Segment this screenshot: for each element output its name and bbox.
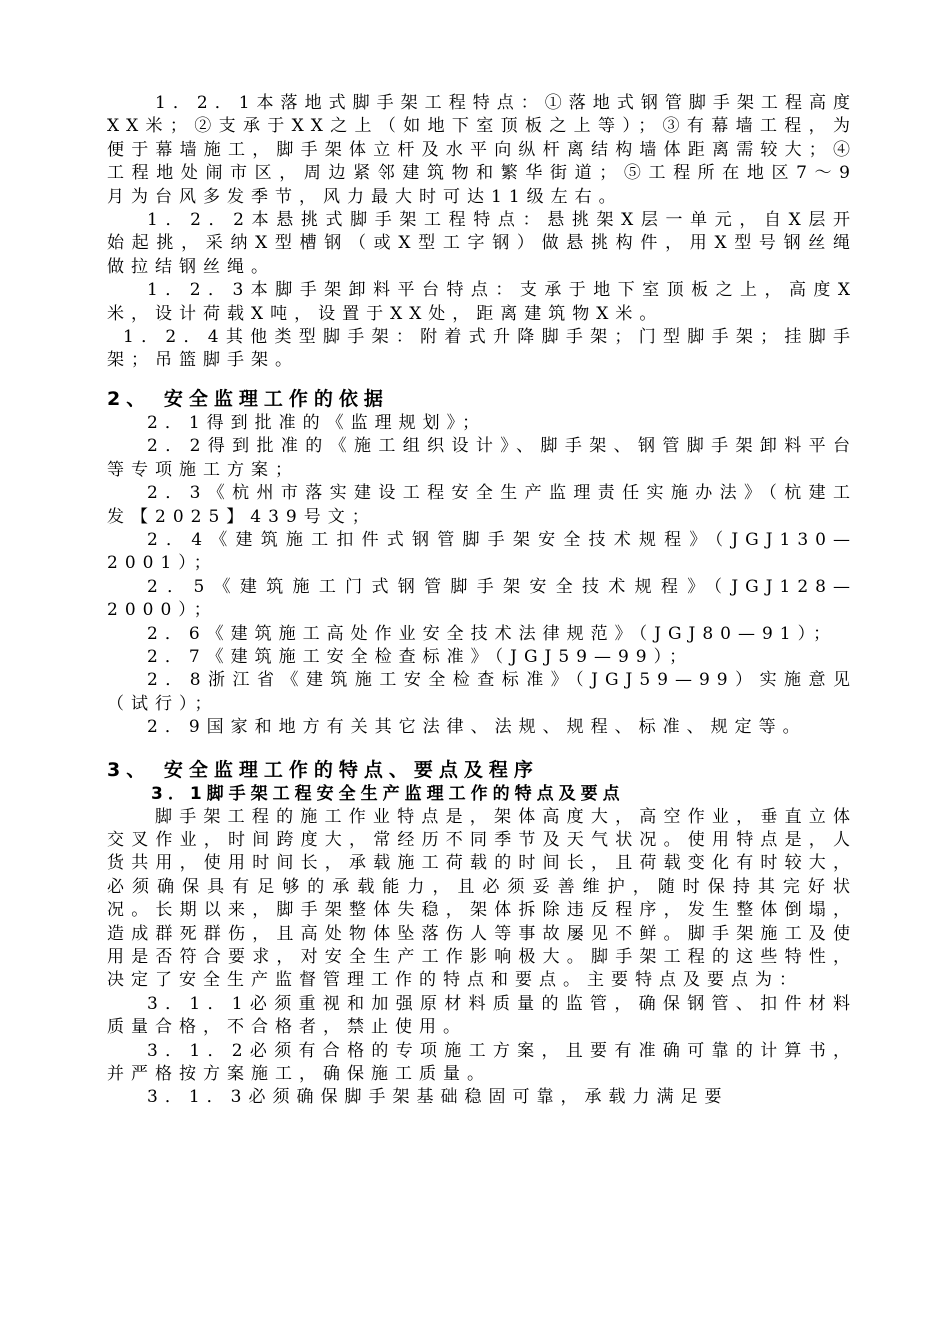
paragraph-1-2-2: 1．2．2本悬挑式脚手架工程特点：悬挑架X层一单元，自X层开始起挑，采纳X型槽钢（或X型工字钢）做悬挑构件，用X型号钢丝绳做拉结钢丝绳。 — [107, 210, 857, 277]
basis-item-2-9: 2．9国家和地方有关其它法律、法规、规程、标准、规定等。 — [147, 717, 807, 738]
paragraph-1-2-4: 1．2．4其他类型脚手架：附着式升降脚手架；门型脚手架；挂脚手架；吊篮脚手架。 — [107, 327, 857, 371]
basis-item-2-5: 2．5《建筑施工门式钢管脚手架安全技术规程》（JGJ128—2000）； — [107, 576, 857, 621]
section-3-heading: 3、 安全监理工作的特点、要点及程序 — [107, 758, 539, 781]
section-3-1-intro: 脚手架工程的施工作业特点是，架体高度大，高空作业，垂直立体交叉作业，时间跨度大，常经历不同季节及天气状况。使用特点是，人货共用，使用时间长，承载施工荷载的时间长，且荷载变化有时较大，必须确保具有足够的承载能力，且必须妥善维护，随时保持其完好状况。长期以来，脚手架整体失稳，架体拆除违反程序，发生整体倒塌，造成群死群伤，且高处物体坠落伤人等事故屡见不鲜。脚手架施工及使用是否符合要求，对安全生产工作影响极大。脚手架工程的这些特性，决定了安全生产监督管理工作的特点和要点。主要特点及要点为： — [107, 806, 857, 991]
basis-item-2-2: 2．2得到批准的《施工组织设计》、脚手架、钢管脚手架卸料平台等专项施工方案； — [107, 436, 857, 480]
spacer — [107, 740, 857, 758]
basis-item-2-4: 2．4《建筑施工扣件式钢管脚手架安全技术规程》（JGJ130—2001）； — [107, 529, 857, 574]
spacer — [107, 373, 857, 387]
requirement-item-3-1-1: 3．1．1必须重视和加强原材料质量的监管，确保钢管、扣件材料质量合格，不合格者，禁止使用。 — [107, 993, 857, 1038]
paragraph-1-2-3: 1．2．3本脚手架卸料平台特点：支承于地下室顶板之上，高度X米，设计荷载X吨，设置于XX处，距离建筑物X米。 — [107, 280, 857, 324]
requirement-item-3-1-3: 3．1．3必须确保脚手架基础稳固可靠，承载力满足要 — [147, 1087, 729, 1108]
basis-item-2-6: 2．6《建筑施工高处作业安全技术法律规范》（JGJ80—91）； — [147, 623, 838, 644]
basis-item-2-8: 2．8浙江省《建筑施工安全检查标准》（JGJ59—99）实施意见（试行）； — [107, 670, 857, 714]
requirement-item-3-1-2: 3．1．2必须有合格的专项施工方案，且要有准确可靠的计算书，并严格按方案施工，确保施工质量。 — [107, 1040, 857, 1085]
section-3-1-subheading: 3．1脚手架工程安全生产监理工作的特点及要点 — [151, 783, 625, 804]
basis-item-2-7: 2．7《建筑施工安全检查标准》（JGJ59—99）； — [147, 646, 694, 667]
paragraph-1-2-1: 1．2．1本落地式脚手架工程特点：①落地式钢管脚手架工程高度XX米；②支承于XX之上（如地下室顶板之上等）；③有幕墙工程，为便于幕墙施工，脚手架体立杆及水平向纵杆离结构墙体距离需较大；④工程地处闹市区，周边紧邻建筑物和繁华街道；⑤工程所在地区7～9月为台风多发季节，风力最大时可达11级左右。 — [107, 93, 857, 207]
document-body — [107, 92, 857, 1110]
section-2-heading: 2、 安全监理工作的依据 — [107, 387, 389, 410]
basis-item-2-3: 2．3《杭州市落实建设工程安全生产监理责任实施办法》（杭建工发【2025】439号文； — [107, 483, 857, 527]
basis-item-2-1: 2．1得到批准的《监理规划》； — [147, 412, 487, 433]
